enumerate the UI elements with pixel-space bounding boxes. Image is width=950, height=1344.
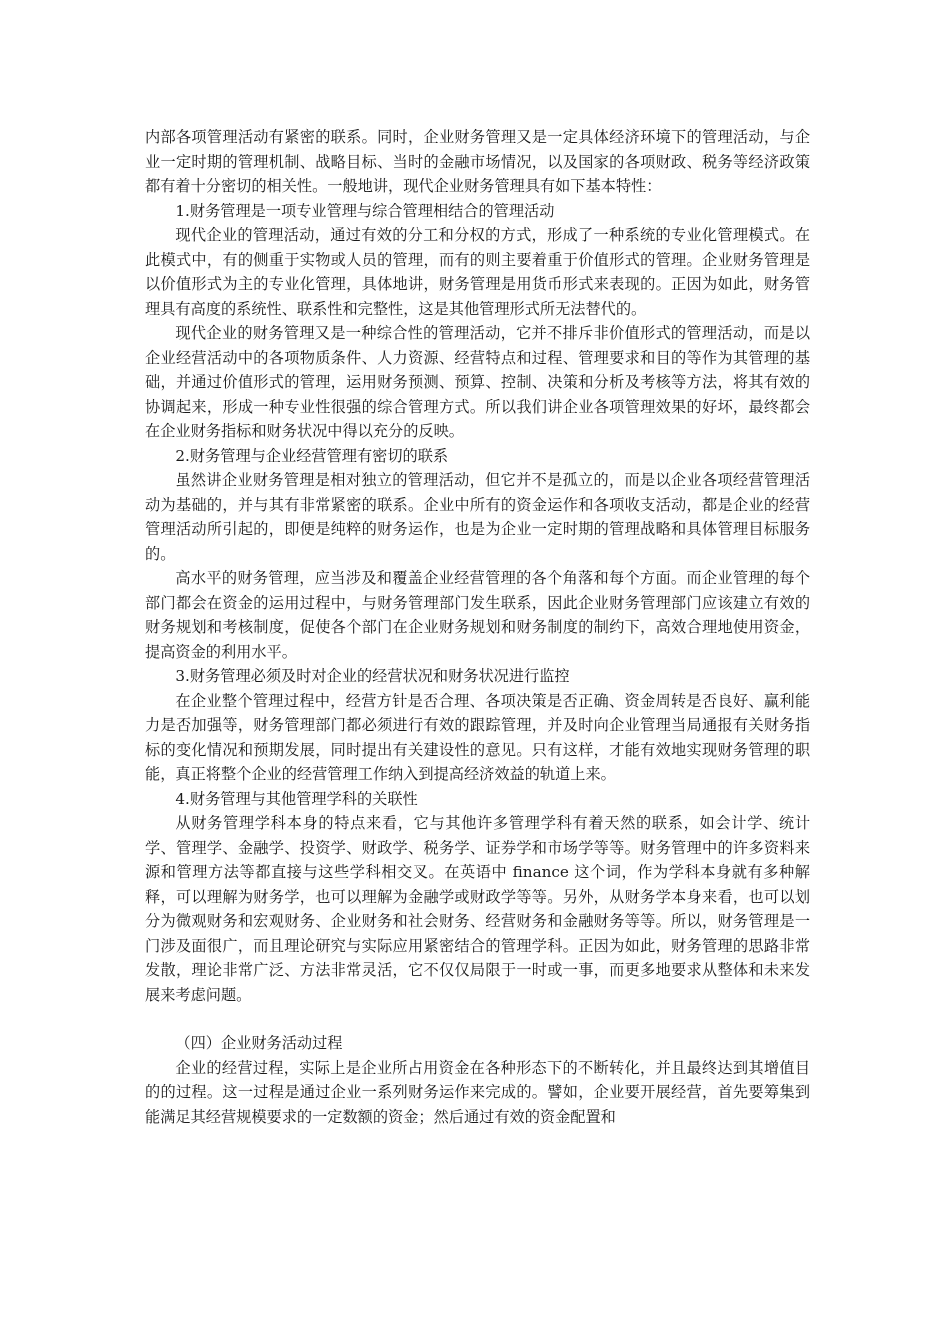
heading-3: 3.财务管理必须及时对企业的经营状况和财务状况进行监控	[175, 667, 570, 685]
paragraph: 现代企业的财务管理又是一种综合性的管理活动，它并不排斥非价值形式的管理活动，而是以企业经营活动中的各项物质条件、人力资源、经营特点和过程、管理要求和目的等作为其管理的基础，并通过价值形式的管理，运用财务预测、预算、控制、决策和分析及考核等方法，将其有效的协调起来，形成一种专业性很强的综合管理方式。所以我们讲企业各项管理效果的好坏，最终都会在企业财务指标和财务状况中得以充分的反映。	[145, 324, 810, 440]
heading-2: 2.财务管理与企业经营管理有密切的联系	[175, 446, 449, 465]
paragraph: 现代企业的管理活动，通过有效的分工和分权的方式，形成了一种系统的专业化管理模式。在此模式中，有的侧重于实物或人员的管理，而有的则主要着重于价值形式的管理。企业财务管理是以价值形式为主的专业化管理，具体地讲，财务管理是用货币形式来表现的。正因为如此，财务管理具有高度的系统性、联系性和完整性，这是其他管理形式所无法替代的。	[145, 226, 810, 318]
paragraph: 从财务管理学科本身的特点来看，它与其他许多管理学科有着天然的联系，如会计学、统计学、管理学、金融学、投资学、财政学、税务学、证券学和市场学等等。财务管理中的许多资料来源和管理方法等都直接与这些学科相交叉。在英语中 finance 这个词，作为学科本身就有多种解释，可以理解为财务学，也可以理解为金融学或财政学等等。另外，从财务学本身来看，也可以划分为微观财务和宏观财务、企业财务和社会财务、经营财务和金融财务等等。所以，财务管理是一门涉及面很广，而且理论研究与实际应用紧密结合的管理学科。正因为如此，财务管理的思路非常发散，理论非常广泛、方法非常灵活，它不仅仅局限于一时或一事，而更多地要求从整体和未来发展来考虑问题。	[145, 814, 810, 1004]
section-gap	[145, 1007, 810, 1031]
heading-1: 1.财务管理是一项专业管理与综合管理相结合的管理活动	[175, 201, 555, 220]
heading-4: 4.财务管理与其他管理学科的关联性	[175, 789, 418, 808]
intro-paragraph: 内部各项管理活动有紧密的联系。同时，企业财务管理又是一定具体经济环境下的管理活动，与企业一定时期的管理机制、战略目标、当时的金融市场情况，以及国家的各项财政、税务等经济政策都有着十分密切的相关性。一般地讲，现代企业财务管理具有如下基本特性：	[145, 128, 810, 195]
section-heading: （四）企业财务活动过程	[175, 1034, 343, 1052]
paragraph: 企业的经营过程，实际上是企业所占用资金在各种形态下的不断转化，并且最终达到其增值目的的过程。这一过程是通过企业一系列财务运作来完成的。譬如，企业要开展经营，首先要筹集到能满足其经营规模要求的一定数额的资金；然后通过有效的资金配置和	[145, 1058, 810, 1126]
paragraph: 虽然讲企业财务管理是相对独立的管理活动，但它并不是孤立的，而是以企业各项经营管理活动为基础的，并与其有非常紧密的联系。企业中所有的资金运作和各项收支活动，都是企业的经营管理活动所引起的，即便是纯粹的财务运作，也是为企业一定时期的管理战略和具体管理目标服务的。	[145, 471, 810, 563]
paragraph: 高水平的财务管理，应当涉及和覆盖企业经营管理的各个角落和每个方面。而企业管理的每个部门都会在资金的运用过程中，与财务管理部门发生联系，因此企业财务管理部门应该建立有效的财务规划和考核制度，促使各个部门在企业财务规划和财务制度的制约下，高效合理地使用资金，提高资金的利用水平。	[145, 569, 810, 661]
document-page	[145, 125, 810, 1129]
paragraph: 在企业整个管理过程中，经营方针是否合理、各项决策是否正确、资金周转是否良好、赢利能力是否加强等，财务管理部门都必须进行有效的跟踪管理，并及时向企业管理当局通报有关财务指标的变化情况和预期发展，同时提出有关建设性的意见。只有这样，才能有效地实现财务管理的职能，真正将整个企业的经营管理工作纳入到提高经济效益的轨道上来。	[145, 691, 810, 783]
